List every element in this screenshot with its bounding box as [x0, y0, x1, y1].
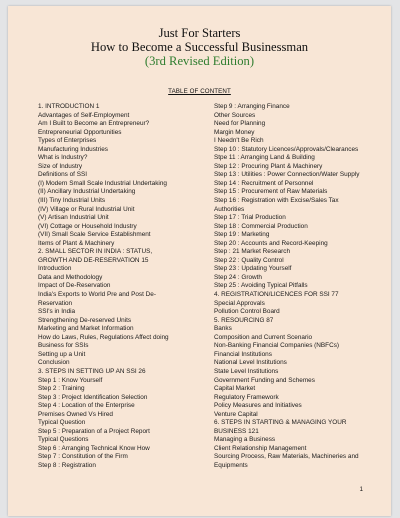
toc-entry: Capital Market [214, 385, 256, 393]
toc-entry: Financial Institutions [214, 350, 272, 358]
toc-entry: Step 4 : Location of the Enterprise [38, 402, 135, 410]
toc-entry: What is Industry? [38, 154, 88, 162]
toc-right-column [214, 103, 382, 471]
toc-entry: (II) Ancillary Industrial Undertaking [38, 188, 136, 196]
toc-entry: How do Laws, Rules, Regulations Affect doing [38, 333, 169, 341]
toc-entry: Reservation [38, 299, 73, 307]
toc-entry: 3. STEPS IN SETTING UP AN SSI 26 [38, 367, 146, 375]
toc-entry: Step 14 : Recruitment of Personnel [214, 179, 314, 187]
toc-entry: Composition and Current Scenario [214, 333, 313, 341]
toc-entry: Manufacturing Industries [38, 145, 108, 153]
toc-entry: Introduction [38, 265, 72, 273]
toc-entry: Step 13 : Utilities : Power Connection/Water Supply [214, 171, 360, 179]
toc-entry: Data and Methodology [38, 273, 103, 281]
toc-left-column [38, 103, 214, 471]
toc-entry: Non-Banking Financial Companies (NBFCs) [214, 342, 340, 350]
toc-entry: Managing a Business [214, 436, 276, 444]
toc-entry: (III) Tiny Industrial Units [38, 197, 106, 205]
document-page [8, 6, 391, 516]
toc-entry: Step 10 : Statutory Licences/Approvals/Clearances [214, 145, 359, 153]
toc-entry: Policy Measures and Initiatives [214, 402, 302, 410]
toc-entry: Step : 21 Market Research [214, 248, 291, 256]
toc-entry: Step 2 : Training [38, 385, 85, 393]
toc-entry: (VI) Cottage or Household Industry [38, 222, 137, 230]
toc-entry: Business for SSIs [38, 342, 89, 350]
toc-entry: Margin Money [214, 128, 255, 136]
toc-entry: 4. REGISTRATION/LICENCES FOR SSI 77 [214, 291, 339, 299]
toc-entry: Client Relationship Management [214, 444, 307, 452]
toc-entry: Typical Question [38, 419, 86, 427]
toc-entry: Pollution Control Board [214, 308, 280, 316]
toc-entry: Am I Built to Become an Entrepreneur? [38, 120, 150, 128]
toc-entry: Typical Questions [38, 436, 89, 444]
toc-heading: TABLE OF CONTENT [168, 88, 231, 95]
toc-entry: SSI's in India [38, 308, 76, 316]
toc-entry: Step 17 : Trial Production [214, 214, 286, 222]
toc-entry: Step 23 : Updating Yourself [214, 265, 292, 273]
toc-entry: Strengthening De-reserved Units [38, 316, 132, 324]
toc-entry: 2. SMALL SECTOR IN INDIA : STATUS, [38, 248, 153, 256]
toc-entry: (I) Modern Small Scale Industrial Undertaking [38, 179, 167, 187]
toc-entry: (VII) Small Scale Service Establishment [38, 231, 151, 239]
toc-entry: Step 16 : Registration with Excise/Sales Tax [214, 197, 339, 205]
toc-entry: GROWTH AND DE-RESERVATION 15 [38, 256, 149, 264]
toc-entry: Entrepreneurial Opportunities [38, 128, 122, 136]
toc-entry: I Needn't Be Rich [214, 137, 264, 145]
toc-entry: Government Funding and Schemes [214, 376, 315, 384]
toc-entry: 1. INTRODUCTION 1 [38, 103, 100, 110]
toc-entry: Step 18 : Commercial Production [214, 222, 308, 230]
toc-entry: Stpe 11 : Arranging Land & Building [214, 154, 315, 162]
toc-entry: Items of Plant & Machinery [38, 239, 115, 247]
toc-entry: Step 6 : Arranging Technical Know How [38, 444, 150, 452]
toc-entry: Venture Capital [214, 410, 258, 418]
toc-entry: Step 3 : Project Identification Selection [38, 393, 148, 401]
toc-entry: Advantages of Self-Employment [38, 111, 130, 119]
toc-entry: Premises Owned Vs Hired [38, 410, 113, 418]
toc-entry: Need for Planning [214, 120, 266, 128]
toc-entry: (IV) Village or Rural Industrial Unit [38, 205, 135, 213]
toc-entry: Step 20 : Accounts and Record-Keeping [214, 239, 328, 247]
toc-entry: Step 7 : Constitution of the Firm [38, 453, 128, 461]
toc-entry: Types of Enterprises [38, 137, 97, 145]
book-series-title: Just For Starters [158, 26, 241, 40]
toc-entry: India's Exports to World Pre and Post De- [38, 291, 156, 299]
toc-entry: Step 25 : Avoiding Typical Pitfalls [214, 282, 308, 290]
toc-entry: Setting up a Unit [38, 350, 86, 358]
edition-label: (3rd Revised Edition) [144, 54, 255, 68]
toc-entry: (V) Artisan Industrial Unit [38, 214, 109, 222]
page-number: 1 [359, 486, 363, 493]
toc-entry: Step 19 : Marketing [214, 231, 270, 239]
toc-entry: Step 5 : Preparation of a Project Report [38, 427, 150, 435]
toc-entry: Step 15 : Procurement of Raw Materials [214, 188, 328, 196]
toc-entry: Equipments [214, 461, 248, 469]
toc-entry: Step 12 : Procuring Plant & Machinery [214, 162, 323, 170]
toc-entry: Step 22 : Quality Control [214, 256, 284, 264]
toc-entry: BUSINESS 121 [214, 427, 259, 435]
toc-entry: 6. STEPS IN STARTING & MANAGING YOUR [214, 419, 347, 427]
toc-entry: National Level Institutions [214, 359, 287, 367]
toc-entry: 5. RESOURCING 87 [214, 316, 274, 324]
toc-entry: Step 8 : Registration [38, 461, 96, 469]
toc-entry: Special Approvals [214, 299, 265, 307]
toc-entry: Marketing and Market Information [38, 325, 134, 333]
toc-entry: Step 24 : Growth [214, 273, 262, 281]
toc-entry: Regulatory Framework [214, 393, 279, 401]
toc-entry: State Level Institutions [214, 367, 279, 375]
toc-entry: Other Sources [214, 111, 256, 119]
toc-entry: Conclusion [38, 359, 70, 367]
book-title: How to Become a Successful Businessman [90, 40, 309, 54]
toc-entry: Banks [214, 325, 232, 333]
toc-entry: Impact of De-Reservation [38, 282, 111, 290]
title-block [8, 26, 391, 68]
toc-entry: Step 1 : Know Yourself [38, 376, 103, 384]
toc-entry: Authorities [214, 205, 245, 213]
toc-entry: Definitions of SSI [38, 171, 88, 179]
toc-entry: Sourcing Process, Raw Materials, Machineries and [214, 453, 359, 461]
toc-entry: Size of Industry [38, 162, 83, 170]
toc-entry: Step 9 : Arranging Finance [214, 103, 290, 110]
